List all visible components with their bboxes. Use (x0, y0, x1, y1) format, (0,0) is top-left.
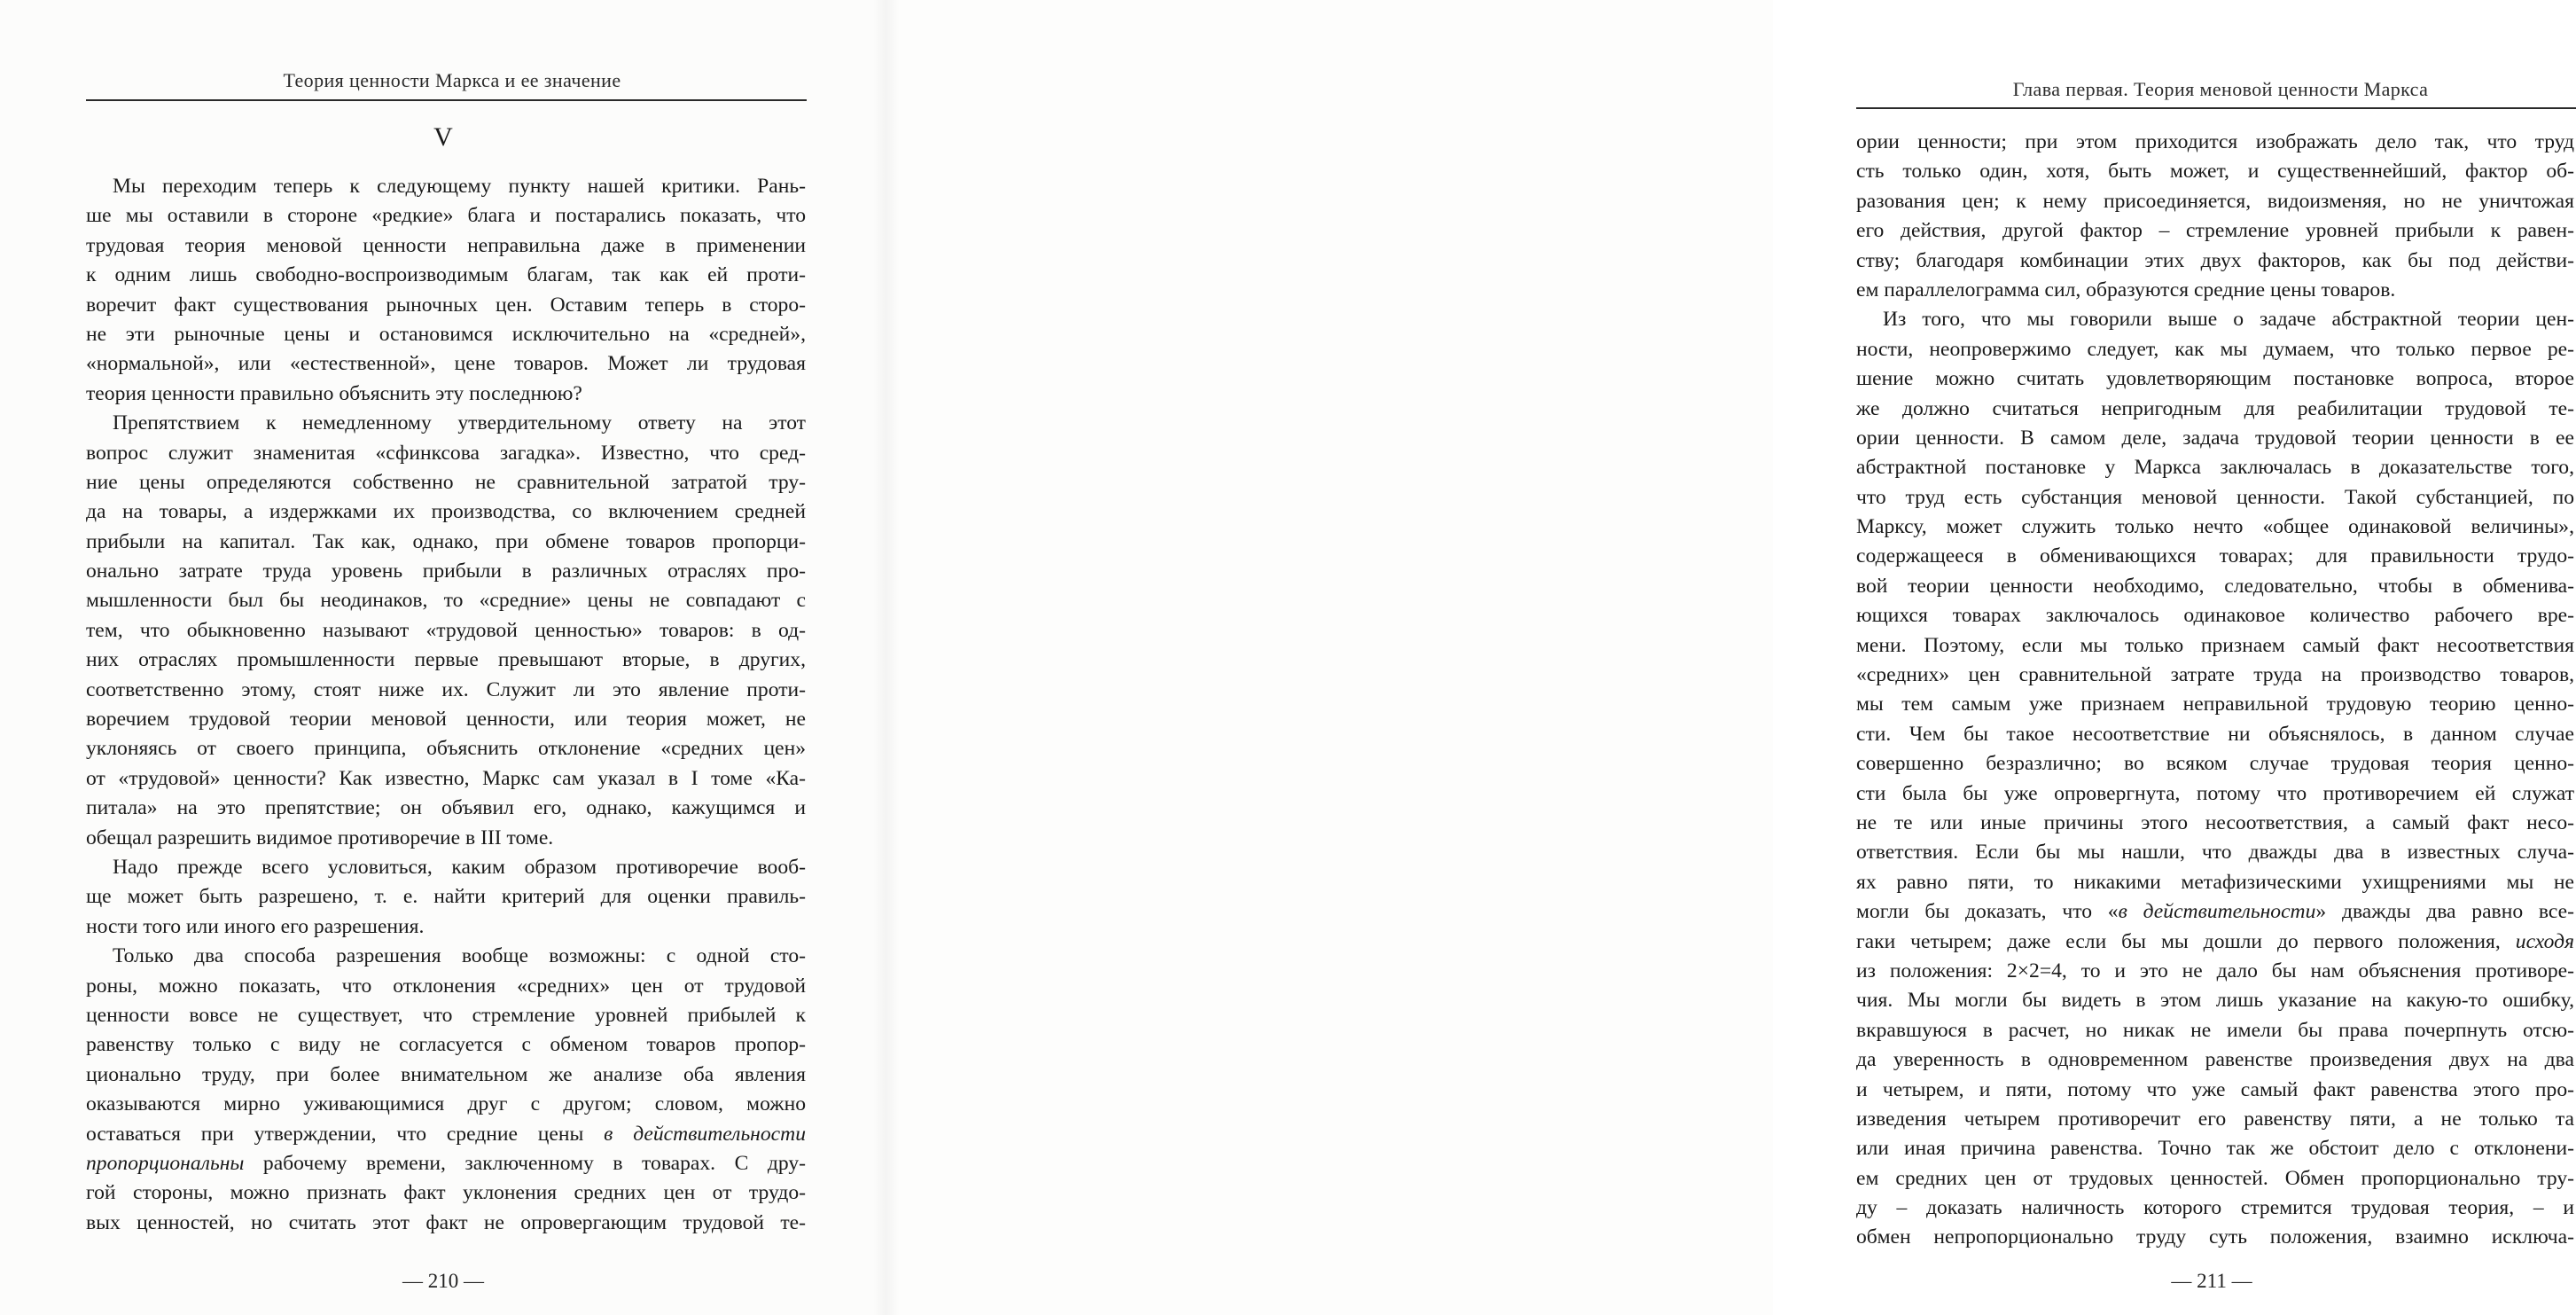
text-line: теория ценности правильно объяснить эту последнюю? (86, 381, 582, 405)
text-line: могли бы доказать, что «в действительности» дважды два равно все- (1856, 900, 2574, 924)
text-line: оказываются мирно уживающимися друг с другом; словом, можно (86, 1092, 806, 1116)
text-line: ем средних цен от трудовых ценностей. Обмен пропорционально тру- (1856, 1166, 2574, 1190)
text-line: абстрактной постановке у Маркса заключалась в доказательстве того, (1856, 456, 2574, 480)
left-page-number: — 210 — (402, 1270, 484, 1292)
text-line: пропорциональны рабочему времени, заключенному в товарах. С дру- (86, 1151, 806, 1175)
text-line: «нормальной», или «естественной», цене товаров. Может ли трудовая (86, 352, 806, 376)
text-line: вкравшуюся в расчет, но никак не имели бы права почерпнуть отсю- (1856, 1018, 2574, 1042)
text-line: гаки четырем; даже если бы мы дошли до первого положения, исходя (1856, 929, 2574, 953)
book-gutter (873, 0, 900, 1315)
text-line: вой теории ценности необходимо, следовательно, чтобы в обменива- (1856, 574, 2574, 598)
text-line: Мы переходим теперь к следующему пункту нашей критики. Рань- (113, 175, 806, 198)
text-line: ющихся товарах заключалось одинаковое количество рабочего вре- (1856, 604, 2574, 628)
text-line: ционально труду, при более внимательном же анализе оба явления (86, 1062, 806, 1086)
text-line: Марксу, может служить только нечто «общее одинаковой величины», (1856, 515, 2574, 539)
text-line: мышленности был бы неодинаков, то «средние» цены не совпадают с (86, 589, 806, 613)
text-line: ответствия. Если бы мы нашли, что дважды два в известных случа- (1856, 841, 2574, 865)
text-line: уклоняясь от своего принципа, объяснить отклонение «средних цен» (86, 737, 806, 761)
text-line: или иная причина равенства. Точно так же обстоит дело с отклонени- (1856, 1137, 2574, 1161)
text-line: роны, можно показать, что отклонения «средних» цен от трудовой (86, 974, 806, 998)
text-line: чия. Мы могли бы видеть в этом лишь указание на какую-то ошибку, (1856, 989, 2574, 1013)
text-line: соответственно этому, стоят ниже их. Служит ли это явление проти- (86, 677, 806, 701)
text-line: ще может быть разрешено, т. е. найти критерий для оценки правиль- (86, 885, 806, 909)
text-line: ду – доказать наличность которого стремится трудовая теория, – и (1856, 1196, 2574, 1220)
text-line: ству; благодаря комбинации этих двух факторов, как бы под действи- (1856, 248, 2574, 272)
text-line: ях равно пяти, то никакими метафизическими ухищрениями мы не (1856, 870, 2574, 894)
text-line: ности, неопровержимо следует, как мы думаем, что только первое ре- (1856, 337, 2574, 361)
text-line: ории ценности; при этом приходится изображать дело так, что труд (1856, 130, 2574, 153)
text-line: питала» на это препятствие; он объявил его, однако, кажущимся и (86, 796, 806, 820)
text-line: тем, что обыкновенно называют «трудовой ценностью» товаров: в од- (86, 618, 806, 642)
text-line: его действия, другой фактор – стремление уровней прибыли к равен- (1856, 219, 2574, 243)
italic-phrase: исходя (2515, 929, 2574, 953)
text-line: шение можно считать удовлетворяющим постановке вопроса, второе (1856, 367, 2574, 391)
text-line: мени. Поэтому, если мы только признаем самый факт несоответствия (1856, 633, 2574, 657)
left-running-head: Теория ценности Маркса и ее значение (283, 69, 621, 91)
text-line: воречием трудовой теории меновой ценности, или теория может, не (86, 708, 806, 732)
right-page-number: — 211 — (2171, 1270, 2252, 1292)
text-line: мы тем самым уже признаем неправильной трудовую теорию ценно- (1856, 693, 2574, 716)
text-line: оставаться при утверждении, что средние цены в действительности (86, 1122, 806, 1146)
left-body-text (86, 172, 806, 1238)
italic-phrase: в действительности (2118, 900, 2316, 924)
text-line: к одним лишь свободно-воспроизводимым благам, так как ей проти- (86, 263, 806, 287)
text-line: онально затрате труда уровень прибыли в различных отраслях про- (86, 560, 806, 583)
text-line: содержащееся в обменивающихся товарах; для правильности трудо- (1856, 544, 2574, 568)
right-head-rule (1856, 107, 2576, 109)
text-line: трудовая теория меновой ценности неправильна даже в применении (86, 233, 806, 257)
text-line: ности того или иного его разрешения. (86, 914, 425, 938)
text-line: Препятствием к немедленному утвердительному ответу на этот (113, 411, 806, 435)
text-line: Надо прежде всего условиться, каким образом противоречие вооб- (113, 855, 806, 879)
text-line: Из того, что мы говорили выше о задаче абстрактной теории цен- (1883, 308, 2574, 332)
text-line: ние цены определяются собственно не сравнительной затратой тру- (86, 470, 806, 494)
text-line: от «трудовой» ценности? Как известно, Маркс сам указал в I томе «Ка- (86, 766, 806, 790)
text-line: прибыли на капитал. Так как, однако, при обмене товаров пропорци- (86, 529, 806, 553)
italic-phrase: пропорциональны (86, 1151, 245, 1175)
text-line: сть только один, хотя, быть может, и существеннейший, фактор об- (1856, 160, 2574, 184)
text-line: не эти рыночные цены и остановимся исключительно на «средней», (86, 322, 806, 346)
right-page (886, 0, 2574, 1315)
text-line: ценности вовсе не существует, что стремление уровней прибылей к (86, 1003, 806, 1027)
text-line: совершенно безразлично; во всяком случае трудовая теория ценно- (1856, 752, 2574, 776)
text-line: из положения: 2×2=4, то и это не дало бы нам объяснения противоре- (1856, 959, 2574, 982)
text-line: гой стороны, можно признать факт уклонения средних цен от трудо- (86, 1181, 806, 1205)
text-line: разования цен; к нему присоединяется, видоизменяя, но не уничтожая (1856, 189, 2574, 213)
text-line: что труд есть субстанция меновой ценности. Такой субстанцией, по (1856, 485, 2574, 509)
right-running-head: Глава первая. Теория меновой ценности Маркса (2012, 78, 2429, 100)
text-line: ории ценности. В самом деле, задача трудовой теории ценности в ее (1856, 426, 2574, 450)
text-line: вых ценностей, но считать этот факт не опровергающим трудовой те- (86, 1210, 806, 1234)
section-title: V (433, 122, 453, 152)
text-line: не те или иные причины этого несоответствия, а самый факт несо- (1856, 810, 2574, 834)
left-page (0, 0, 886, 1315)
italic-phrase: в действительности (604, 1122, 806, 1146)
text-line: обещал разрешить видимое противоречие в III томе. (86, 826, 554, 849)
text-line: да на товары, а издержками их производства, со включением средней (86, 500, 806, 524)
left-head-rule (86, 99, 807, 101)
text-line: Только два способа разрешения вообще возможны: с одной сто- (113, 944, 806, 968)
text-line: равенству только с виду не согласуется с обменом товаров пропор- (86, 1033, 806, 1057)
text-line: ем параллелограмма сил, образуются средние цены товаров. (1856, 278, 2396, 301)
text-line: них отраслях промышленности первые превышают вторые, в других, (86, 648, 806, 672)
text-line: воречит факт существования рыночных цен. Оставим теперь в сторо- (86, 293, 806, 317)
text-line: сти. Чем бы такое несоответствие ни объяснялось, в данном случае (1856, 722, 2574, 746)
text-line: сти была бы уже опровергнута, потому что противоречием ей служат (1856, 781, 2574, 805)
text-line: и четырем, и пяти, потому что уже самый факт равенства этого про- (1856, 1077, 2574, 1101)
text-line: да уверенность в одновременном равенстве произведения двух на два (1856, 1048, 2574, 1072)
text-line: же должно считаться непригодным для реабилитации трудовой те- (1856, 396, 2574, 420)
text-line: изведения четырем противоречит его равенству пяти, а не только та (1856, 1107, 2574, 1131)
text-line: «средних» цен сравнительной затрате труда на производство товаров, (1856, 663, 2574, 687)
right-body-text (1856, 128, 2574, 1253)
text-line: вопрос служит знаменитая «сфинксова загадка». Известно, что сред- (86, 441, 806, 465)
text-line: обмен непропорционально труду суть положения, взаимно исключа- (1856, 1225, 2574, 1249)
text-line: ше мы оставили в стороне «редкие» блага и постарались показать, что (86, 204, 806, 228)
